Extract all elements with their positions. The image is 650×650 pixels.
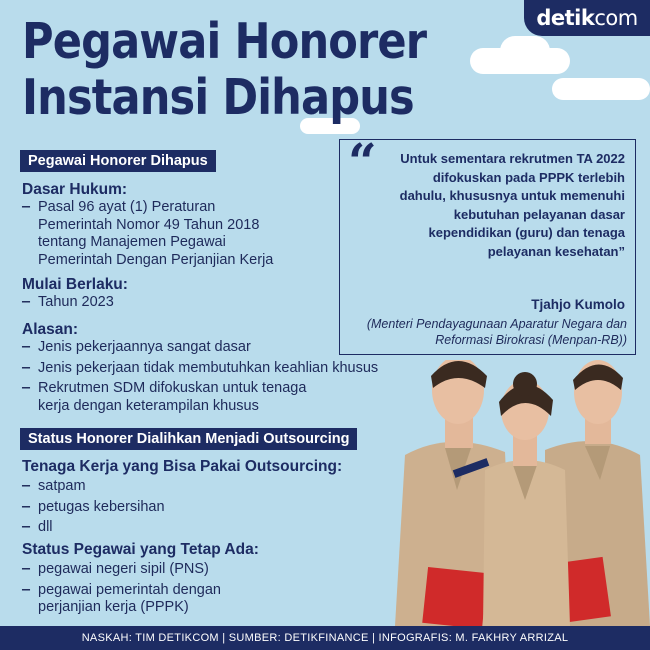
employee-figure — [483, 372, 570, 626]
section-heading-outsourcing: Status Honorer Dialihkan Menjadi Outsourcing — [20, 428, 357, 450]
list-item: ‒ Rekrutmen SDM difokuskan untuk tenaga kerja dengan keterampilan khusus — [22, 380, 307, 414]
credits-footer: NASKAH: TIM DETIKCOM | SUMBER: DETIKFINANCE | INFOGRAFIS: M. FAKHRY ARRIZAL — [0, 626, 650, 650]
list-item: ‒ satpam — [22, 478, 86, 494]
alasan-label: Alasan: — [22, 321, 78, 338]
title-line-1: Pegawai Honorer — [22, 13, 427, 70]
list-item: ‒ Jenis pekerjaan tidak membutuhkan keahlian khusus — [22, 359, 379, 376]
outsourcing-block — [22, 458, 342, 537]
quote-box — [339, 132, 636, 355]
tetap-ada-block — [22, 541, 282, 617]
outsourcing-list — [22, 478, 342, 537]
title-line-2: Instansi Dihapus — [22, 69, 414, 126]
tetap-ada-list — [22, 561, 282, 617]
quote-author-role: (Menteri Pendayagunaan Aparatur Negara dan Reformasi Birokrasi (Menpan-RB)) — [366, 317, 627, 347]
list-item: ‒ pegawai negeri sipil (PNS) — [22, 561, 209, 577]
cloud-decoration — [552, 78, 650, 100]
quote-text: Untuk sementara rekrutmen TA 2022 difokuskan pada PPPK terlebih dahulu, khususnya untuk memenuhi kebutuhan pelayanan dasar kependidikan (guru) dan tenaga pelayanan kesehatan” — [399, 151, 625, 259]
list-item: ‒ petugas kebersihan — [22, 498, 165, 515]
quote-author: Tjahjo Kumolo — [531, 297, 625, 312]
tetap-ada-label: Status Pegawai yang Tetap Ada: — [22, 541, 259, 558]
list-item: ‒ Jenis pekerjaannya sangat dasar — [22, 339, 251, 355]
dasar-hukum-list — [22, 199, 322, 269]
mulai-berlaku-label: Mulai Berlaku: — [22, 276, 128, 293]
list-item: ‒ dll — [22, 519, 53, 535]
dasar-hukum-label: Dasar Hukum: — [22, 181, 128, 198]
list-item: ‒ pegawai pemerintah dengan perjanjian kerja (PPPK) — [22, 581, 221, 615]
quote-mark-icon: “ — [348, 132, 377, 191]
list-item: ‒ Tahun 2023 — [22, 294, 114, 310]
outsourcing-label: Tenaga Kerja yang Bisa Pakai Outsourcing: — [22, 458, 343, 475]
mulai-berlaku-list — [22, 294, 128, 312]
list-item: ‒ Pasal 96 ayat (1) Peraturan Pemerintah Nomor 49 Tahun 2018 tentang Manajemen Pegawai Pemerintah Dengan Perjanjian Kerja — [22, 199, 274, 268]
section-heading-honorer-dihapus: Pegawai Honorer Dihapus — [20, 150, 216, 172]
dasar-hukum-block — [22, 181, 322, 269]
detikcom-logo: detik com — [524, 0, 650, 36]
page-title — [22, 14, 426, 126]
cloud-decoration — [500, 36, 550, 66]
employees-illustration — [395, 360, 650, 626]
mulai-berlaku-block — [22, 276, 128, 312]
